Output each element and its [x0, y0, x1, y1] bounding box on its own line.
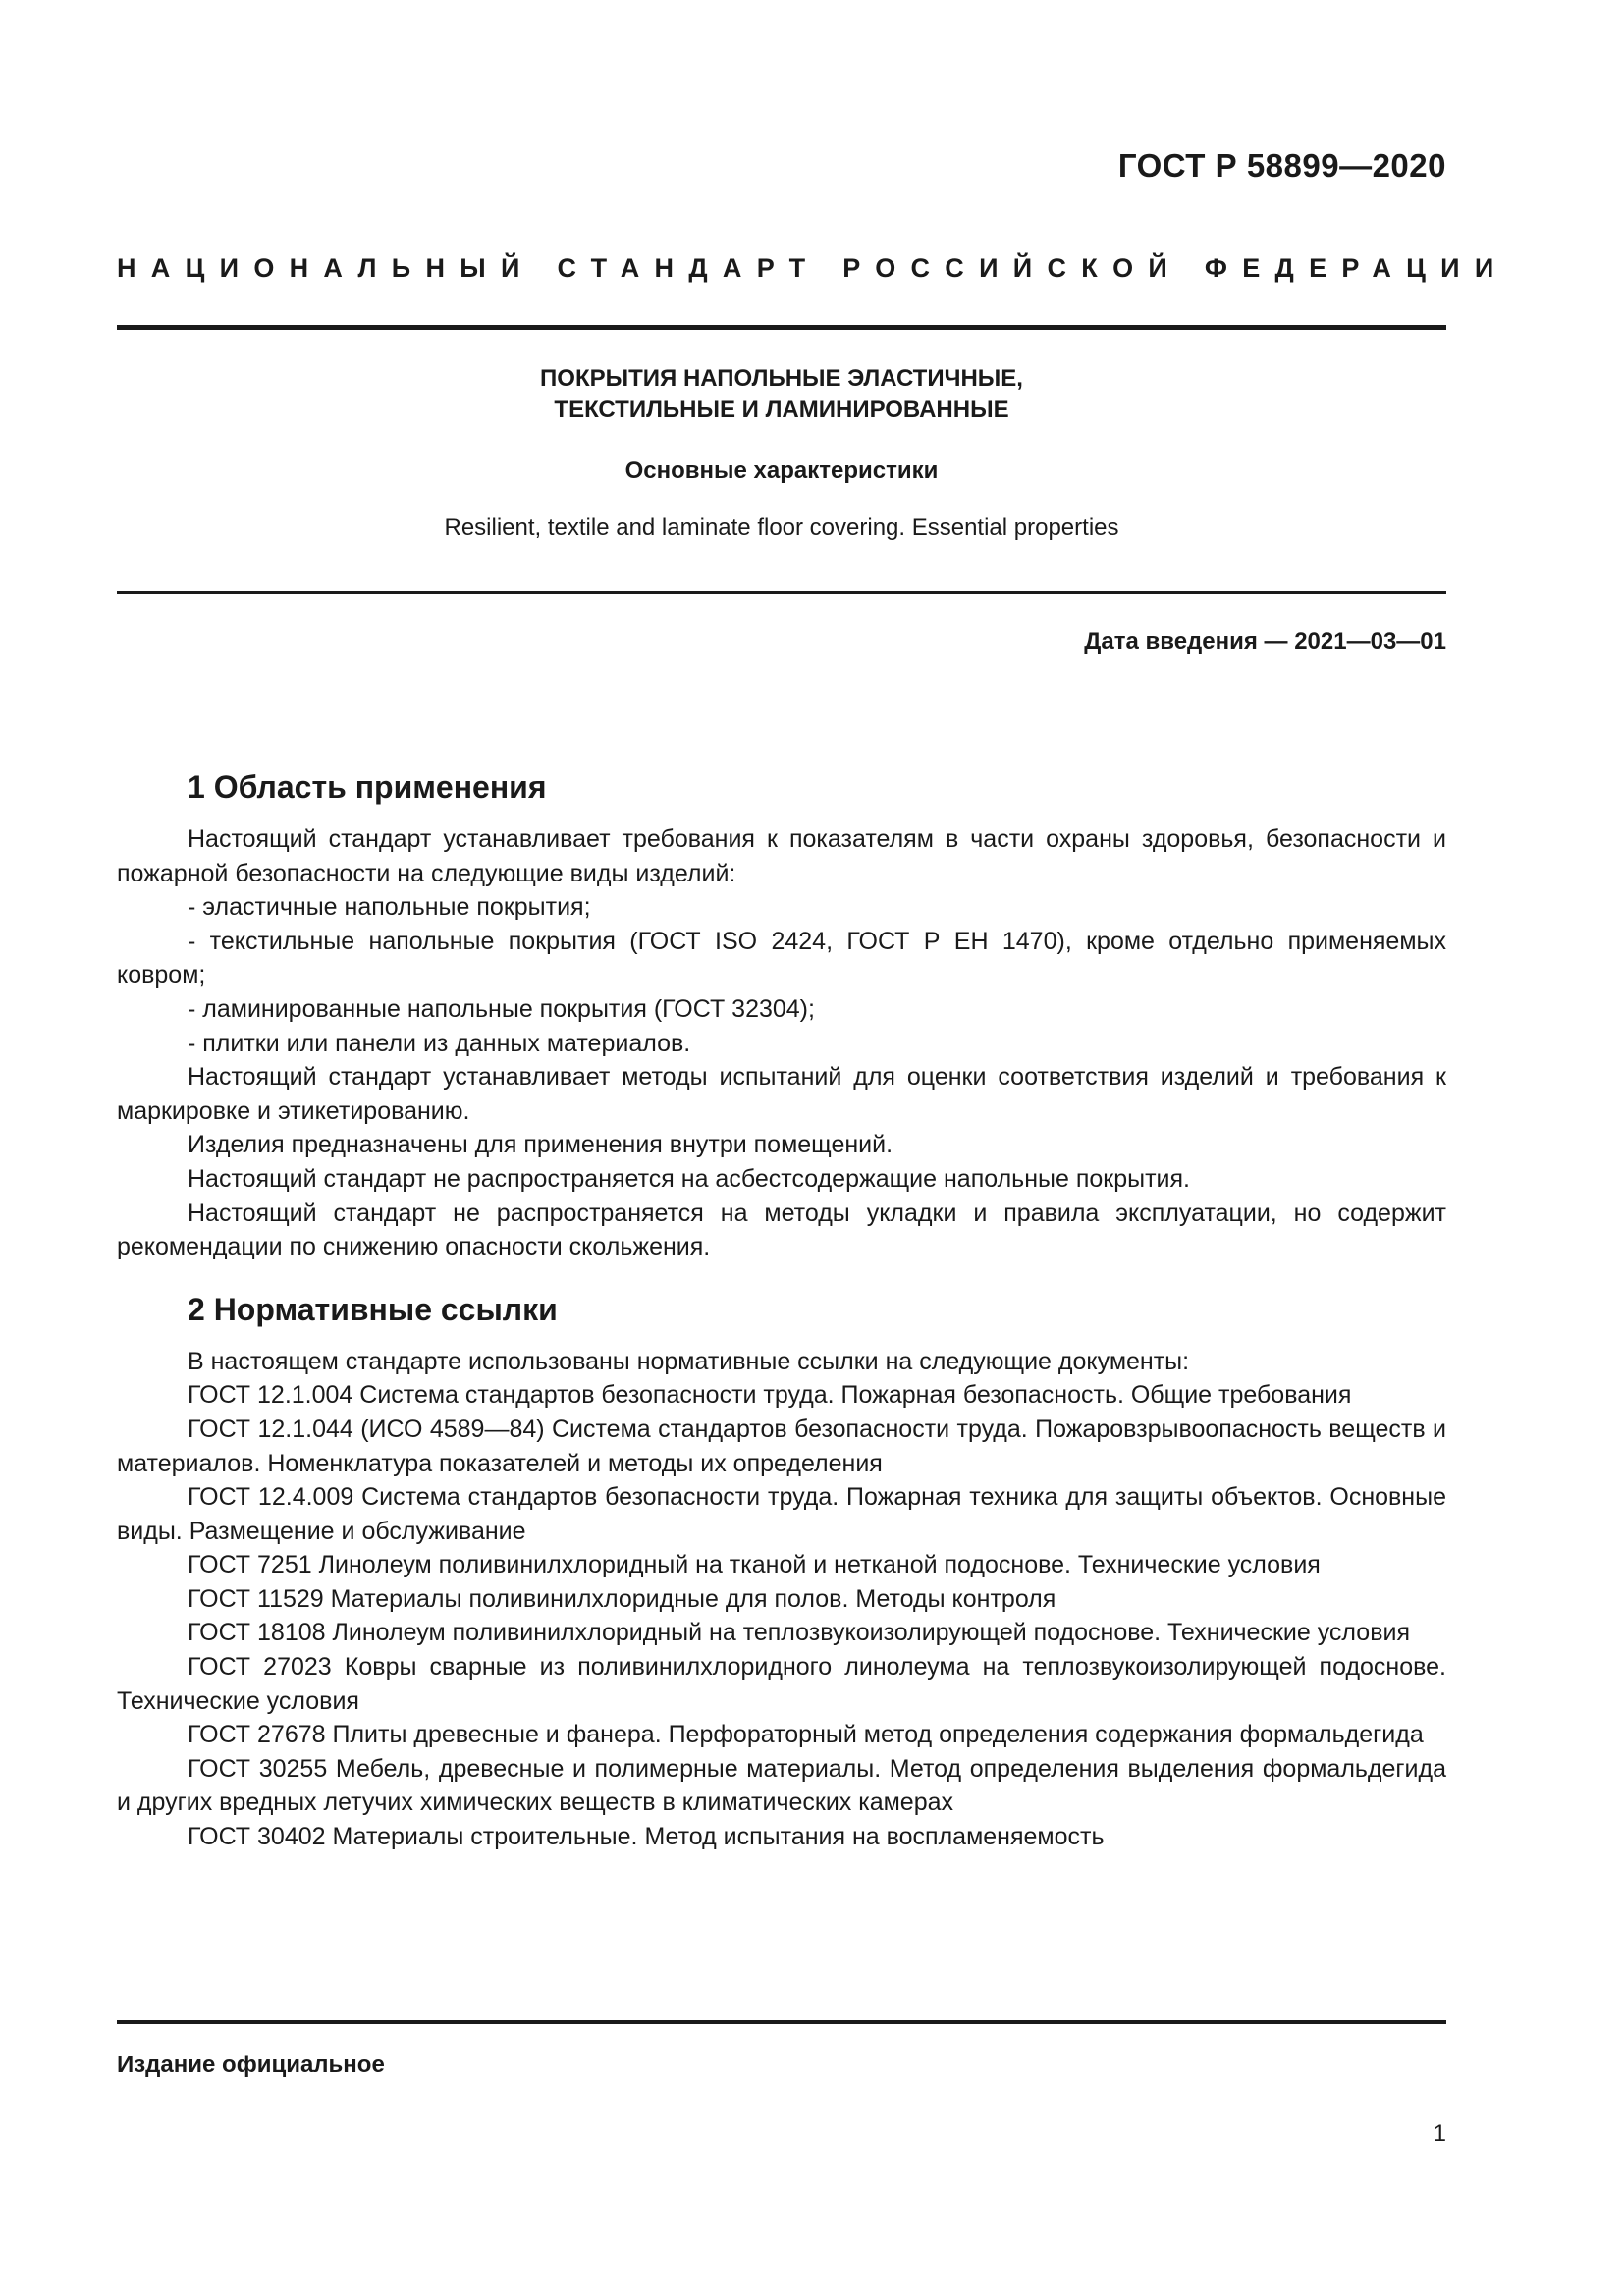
normative-reference: ГОСТ 12.1.044 (ИСО 4589—84) Система стандартов безопасности труда. Пожаровзрывоопасность веществ и материалов. Номенклатура показателей и методы их определения [117, 1415, 1446, 1477]
title-line-1: ПОКРЫТИЯ НАПОЛЬНЫЕ ЭЛАСТИЧНЫЕ, [540, 365, 1023, 392]
normative-reference: ГОСТ 30255 Мебель, древесные и полимерные материалы. Метод определения выделения формальдегида и других вредных летучих химических веществ в климатических камерах [117, 1754, 1446, 1817]
section-1-bullet: - эластичные напольные покрытия; [188, 893, 591, 922]
header-rule [117, 325, 1446, 330]
normative-reference: ГОСТ 30402 Материалы строительные. Метод испытания на воспламеняемость [188, 1823, 1105, 1851]
section-1-heading: 1 Область применения [188, 770, 547, 805]
footer-rule [117, 2020, 1446, 2024]
section-1-paragraph: Настоящий стандарт не распространяется на методы укладки и правила эксплуатации, но содержит рекомендации по снижению опасности скольжения. [117, 1199, 1446, 1261]
title-line-2: ТЕКСТИЛЬНЫЕ И ЛАМИНИРОВАННЫЕ [554, 397, 1009, 423]
normative-reference: ГОСТ 7251 Линолеум поливинилхлоридный на тканой и нетканой подоснове. Технические условия [188, 1551, 1321, 1579]
normative-reference: ГОСТ 12.4.009 Система стандартов безопасности труда. Пожарная техника для защиты объектов. Основные виды. Размещение и обслуживание [117, 1483, 1446, 1545]
section-1-bullet: - ламинированные напольные покрытия (ГОСТ 32304); [188, 994, 815, 1023]
page-number: 1 [1433, 2120, 1446, 2147]
title-rule [117, 591, 1446, 594]
section-1-paragraph: Настоящий стандарт устанавливает методы испытаний для оценки соответствия изделий и требования к маркировке и этикетированию. [117, 1063, 1446, 1125]
normative-reference: ГОСТ 18108 Линолеум поливинилхлоридный на теплозвукоизолирующей подоснове. Технические условия [188, 1619, 1410, 1647]
section-1-paragraph: Изделия предназначены для применения внутри помещений. [188, 1131, 893, 1159]
normative-reference: ГОСТ 27678 Плиты древесные и фанера. Перфораторный метод определения содержания формальдегида [188, 1721, 1424, 1749]
normative-reference: ГОСТ 11529 Материалы поливинилхлоридные для полов. Методы контроля [188, 1584, 1056, 1613]
section-2-intro: В настоящем стандарте использованы нормативные ссылки на следующие документы: [188, 1347, 1190, 1375]
section-1-bullet: - плитки или панели из данных материалов. [188, 1029, 691, 1057]
section-2-heading: 2 Нормативные ссылки [188, 1291, 558, 1327]
introduction-date: Дата введения — 2021—03—01 [1084, 628, 1446, 655]
section-1-bullet: - текстильные напольные покрытия (ГОСТ ISO 2424, ГОСТ Р ЕН 1470), кроме отдельно применяемых ковром; [117, 927, 1446, 989]
national-standard-banner: НАЦИОНАЛЬНЫЙ СТАНДАРТ РОССИЙСКОЙ ФЕДЕРАЦИИ [117, 253, 1509, 283]
section-1-paragraph: Настоящий стандарт не распространяется на асбестсодержащие напольные покрытия. [188, 1164, 1190, 1193]
document-body [117, 766, 1446, 1854]
normative-reference: ГОСТ 27023 Ковры сварные из поливинилхлоридного линолеума на теплозвукоизолирующей подоснове. Технические условия [117, 1653, 1446, 1715]
document-subtitle: Основные характеристики [624, 457, 939, 484]
normative-reference: ГОСТ 12.1.004 Система стандартов безопасности труда. Пожарная безопасность. Общие требования [188, 1381, 1352, 1410]
english-title: Resilient, textile and laminate floor covering. Essential properties [444, 514, 1119, 541]
title-block [117, 363, 1446, 544]
official-edition-label: Издание официальное [117, 2052, 385, 2078]
document-number: ГОСТ Р 58899—2020 [1117, 147, 1446, 184]
section-1-paragraph: Настоящий стандарт устанавливает требования к показателям в части охраны здоровья, безопасности и пожарной безопасности на следующие виды изделий: [117, 826, 1446, 887]
